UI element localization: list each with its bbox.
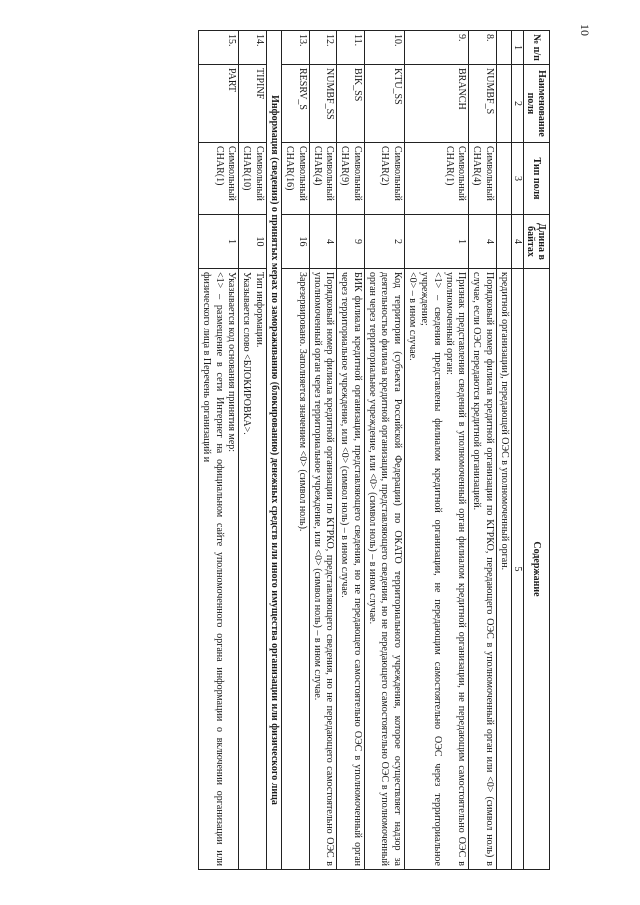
continuation-text: кредитной организации), передающей ОЭС в уполномоченный орган.: [496, 269, 511, 870]
cell-empty: [496, 65, 511, 143]
field-type-line: Символьный: [253, 146, 265, 201]
cell-length: 4: [309, 215, 337, 269]
cell-field-type: [364, 143, 404, 215]
cell-length: 2: [364, 215, 404, 269]
cell-row-number: 12.: [309, 31, 337, 65]
content-paragraph: Тип информации.: [253, 272, 265, 348]
cell-field-type: [199, 143, 239, 215]
cell-field-type: [469, 143, 497, 215]
header-field-name: Наименование поля: [524, 65, 550, 143]
cell-length: 16: [281, 215, 309, 269]
cell-field-name: TIPINF: [239, 65, 267, 143]
field-type-line: Символьный: [483, 146, 495, 201]
cell-field-name: NUMBF_SS: [309, 65, 337, 143]
table-row: [281, 31, 309, 870]
cell-field-name: RESRV_S: [281, 65, 309, 143]
cell-row-number: 15.: [199, 31, 239, 65]
cell-content: [337, 269, 365, 870]
cell-field-name: KTU_SS: [364, 65, 404, 143]
cell-field-name: BRANCH: [404, 65, 468, 143]
cell-content: [239, 269, 267, 870]
field-type-line: Символьный: [456, 146, 468, 201]
table-body: [281, 31, 511, 870]
cell-content: [199, 269, 239, 870]
cell-content: [281, 269, 309, 870]
section-row: [266, 31, 281, 870]
content-paragraph: Порядковый номер филиала кредитной организации по КГРКО, представляющего сведения, но не передающего самостоятельно ОЭС в уполномоченный орган через территориальное учреждение, или <0> (символ ноль) – в ином случае.: [311, 272, 336, 866]
rotated-page-content: [96, 30, 550, 870]
table-row: [364, 31, 404, 870]
cell-length: 9: [337, 215, 365, 269]
cell-content: [404, 269, 468, 870]
field-type-line: Символьный: [226, 146, 238, 201]
field-type-line: CHAR(4): [311, 146, 323, 186]
table-row: [199, 31, 239, 870]
content-paragraph: БИК филиала кредитной организации, представляющего сведения, но не передающего самостоятельно ОЭС в уполномоченный орган через территориальное учреждение, или <0> (символ ноль) – в ином случае.: [339, 272, 363, 866]
cell-field-name: PART: [199, 65, 239, 143]
content-paragraph: <1> – сведения представлены филиалом кредитной организации, не передающим самостоятельно ОЭС через территориальное учреждение;: [419, 272, 443, 866]
cell-content: [364, 269, 404, 870]
header-num: № п/п: [524, 31, 550, 65]
cell-field-type: [404, 143, 468, 215]
continuation-row: [496, 31, 511, 870]
content-paragraph: Порядковый номер филиала кредитной организации по КГРКО, передающего ОЭС в уполномоченный орган или <0> (символ ноль) в случае, если ОЭС передаются кредитной организацией.: [471, 272, 495, 866]
table-row: [239, 31, 267, 870]
cell-field-type: [281, 143, 309, 215]
cell-field-type: [337, 143, 365, 215]
cell-content: [309, 269, 337, 870]
table-body-2: [199, 31, 266, 870]
content-paragraph: Указывается код основания принятия мер:: [226, 272, 238, 453]
column-number: 1: [512, 31, 524, 65]
column-number: 4: [512, 215, 524, 269]
cell-row-number: 10.: [364, 31, 404, 65]
cell-content: [469, 269, 497, 870]
cell-row-number: 9.: [404, 31, 468, 65]
table-row: [469, 31, 497, 870]
content-paragraph: Код территории (субъекта Российской Федерации) по ОКАТО территориального учреждения, которое осуществляет надзор за деятельностью филиала кредитной организации, представляющего сведения, но не передающего самостоятельно ОЭС в уполномоченный орган через территориальное учреждение, или <0> (символ ноль) – в ином случае.: [367, 272, 403, 866]
section-body: [266, 31, 281, 870]
column-number: 5: [512, 269, 524, 870]
cell-empty: [496, 215, 511, 269]
field-type-line: CHAR(1): [213, 146, 225, 186]
cell-field-name: NUMBF_S: [469, 65, 497, 143]
content-paragraph: Указывается слово <БЛОКИРОВКА>.: [241, 272, 253, 435]
table-row: [337, 31, 365, 870]
cell-empty: [496, 143, 511, 215]
content-paragraph: Признак представления сведений в уполномоченный орган филиалом кредитной организации, не передающим самостоятельно ОЭС в уполномоченный орган:: [443, 272, 468, 866]
field-type-line: CHAR(16): [284, 146, 296, 191]
cell-length: 4: [469, 215, 497, 269]
cell-row-number: 8.: [469, 31, 497, 65]
field-type-line: CHAR(2): [379, 146, 391, 186]
cell-row-number: 14.: [239, 31, 267, 65]
cell-field-type: [239, 143, 267, 215]
field-type-line: CHAR(4): [471, 146, 483, 186]
page-number: 10: [578, 24, 592, 36]
cell-length: 10: [239, 215, 267, 269]
cell-length: 1: [199, 215, 239, 269]
content-paragraph: <0> – в ином случае.: [406, 272, 418, 361]
table-row: [309, 31, 337, 870]
field-type-line: Символьный: [391, 146, 403, 201]
field-type-line: CHAR(10): [241, 146, 253, 191]
content-paragraph: Зарезервировано. Заполняется значением <0> (символ ноль).: [296, 272, 308, 532]
table-header-row: [524, 31, 550, 870]
column-number: 3: [512, 143, 524, 215]
cell-empty: [496, 31, 511, 65]
field-type-line: Символьный: [324, 146, 336, 201]
cell-field-type: [309, 143, 337, 215]
field-type-line: CHAR(9): [339, 146, 351, 186]
column-number: 2: [512, 65, 524, 143]
fields-table: [198, 30, 550, 870]
table-row: [404, 31, 468, 870]
column-number-row: [512, 31, 524, 870]
cell-row-number: 11.: [337, 31, 365, 65]
field-type-line: Символьный: [296, 146, 308, 201]
content-paragraph: <1> – размещение в сети Интернет на официальном сайте уполномоченного органа информации о включении организации или физического лица в Перечень организаций и: [201, 272, 225, 866]
header-length: Длина в байтах: [524, 215, 550, 269]
header-content: Содержание: [524, 269, 550, 870]
cell-field-name: BIK_SS: [337, 65, 365, 143]
section-title: Информация (сведения) о принятых мерах по замораживанию (блокированию) денежных средств или иного имущества организации или физического лица: [266, 31, 281, 870]
header-field-type: Тип поля: [524, 143, 550, 215]
field-type-line: Символьный: [351, 146, 363, 201]
cell-length: 1: [404, 215, 468, 269]
cell-row-number: 13.: [281, 31, 309, 65]
field-type-line: CHAR(1): [443, 146, 455, 186]
